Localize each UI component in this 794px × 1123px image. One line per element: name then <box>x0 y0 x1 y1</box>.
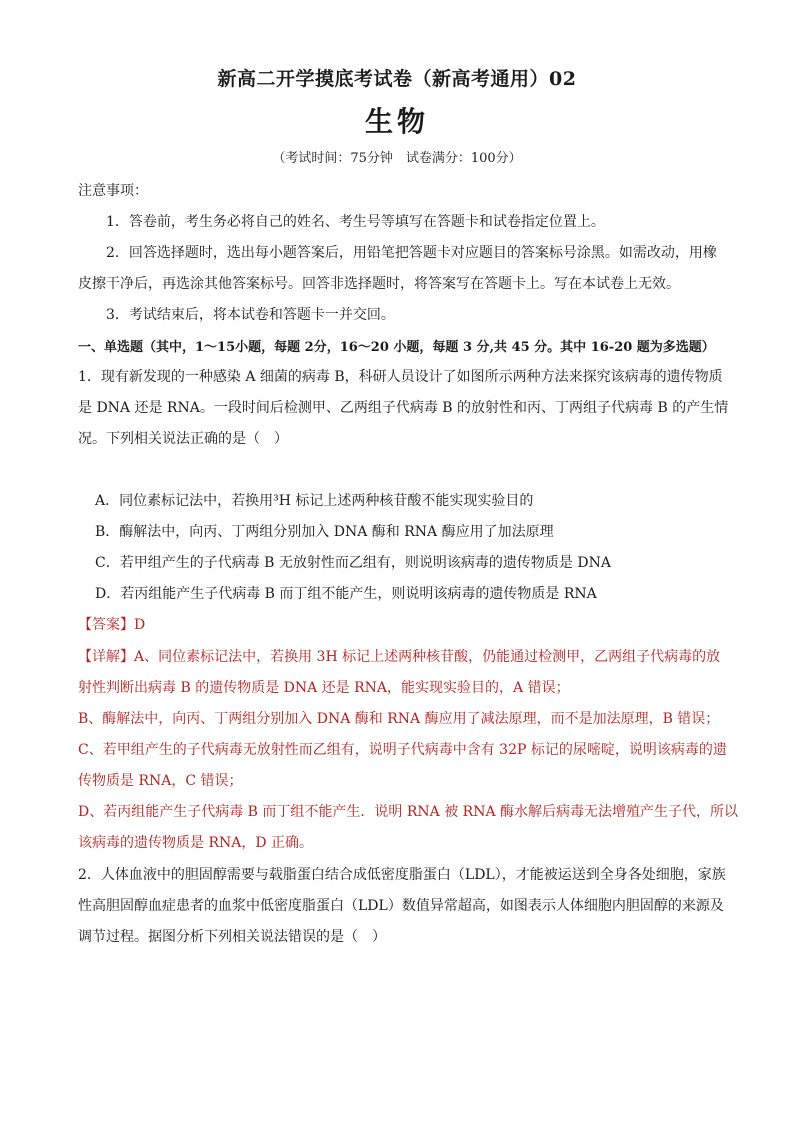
notes-heading: 注意事项： <box>78 183 148 199</box>
explanation-line: 【详解】A、同位素标记法中，若换用 3H 标记上述两种核苷酸，仍能通过检测甲，乙两组子代病毒的放 <box>78 649 721 665</box>
option-b: B．酶解法中，向丙、丁两组分别加入 DNA 酶和 RNA 酶应用了加法原理 <box>95 524 554 540</box>
question-stem-line: 1．现有新发现的一种感染 A 细菌的病毒 B，科研人员设计了如图所示两种方法来探究该病毒的遗传物质 <box>78 369 723 385</box>
exam-info: （考试时间：75分钟 试卷满分：100分） <box>272 151 522 166</box>
answer-label: 【答案】D <box>78 617 146 633</box>
question-stem-line: 况。下列相关说法正确的是（ ） <box>78 431 288 447</box>
question-stem-line: 2．人体血液中的胆固醇需要与载脂蛋白结合成低密度脂蛋白（LDL），才能被运送到全身各处细胞，家族 <box>78 867 726 883</box>
note-item: 1．答卷前，考生务必将自己的姓名、考生号等填写在答题卡和试卷指定位置上。 <box>106 214 605 230</box>
option-c: C．若甲组产生的子代病毒 B 无放射性而乙组有，则说明该病毒的遗传物质是 DNA <box>95 555 611 571</box>
explanation-line: 该病毒的遗传物质是 RNA，D 正确。 <box>78 835 314 851</box>
explanation-line: C、若甲组产生的子代病毒无放射性而乙组有，说明子代病毒中含有 32P 标记的尿嘧啶，说明该病毒的遗 <box>78 742 727 758</box>
question-stem-line: 性高胆固醇血症患者的血浆中低密度脂蛋白（LDL）数值异常超高，如图表示人体细胞内胆固醇的来源及 <box>78 898 724 914</box>
note-item: 皮擦干净后，再选涂其他答案标号。回答非选择题时，将答案写在答题卡上。写在本试卷上无效。 <box>78 276 680 292</box>
explanation-line: 传物质是 RNA，C 错误； <box>78 773 243 789</box>
explanation-line: B、酶解法中，向丙、丁两组分别加入 DNA 酶和 RNA 酶应用了减法原理，而不是加法原理，B 错误； <box>78 711 720 727</box>
explanation-line: D、若丙组能产生子代病毒 B 而丁组不能产生．说明 RNA 被 RNA 酶水解后病毒无法增殖产生子代，所以 <box>78 804 739 820</box>
option-a: A．同位素标记法中，若换用³H 标记上述两种核苷酸不能实现实验目的 <box>95 493 534 509</box>
subject-heading: 生物 <box>364 105 429 138</box>
note-item: 3．考试结束后，将本试卷和答题卡一并交回。 <box>106 307 395 323</box>
section-heading: 一、单选题（其中，1～15小题，每题 2分，16～20 小题，每题 3 分,共 45 分。其中 16-20 题为多选题） <box>78 340 715 355</box>
note-item: 2．回答选择题时，选出每小题答案后，用铅笔把答题卡对应题目的答案标号涂黑。如需改动，用橡 <box>106 245 717 261</box>
explanation-line: 射性判断出病毒 B 的遗传物质是 DNA 还是 RNA，能实现实验目的，A 错误； <box>78 680 570 696</box>
question-stem-line: 是 DNA 还是 RNA。一段时间后检测甲、乙两组子代病毒 B 的放射性和丙、丁两组子代病毒 B 的产生情 <box>78 400 729 416</box>
question-stem-line: 调节过程。据图分析下列相关说法错误的是（ ） <box>78 929 386 945</box>
option-d: D．若丙组能产生子代病毒 B 而丁组不能产生，则说明该病毒的遗传物质是 RNA <box>95 586 597 602</box>
exam-title: 新高二开学摸底考试卷（新高考通用）02 <box>217 68 577 90</box>
